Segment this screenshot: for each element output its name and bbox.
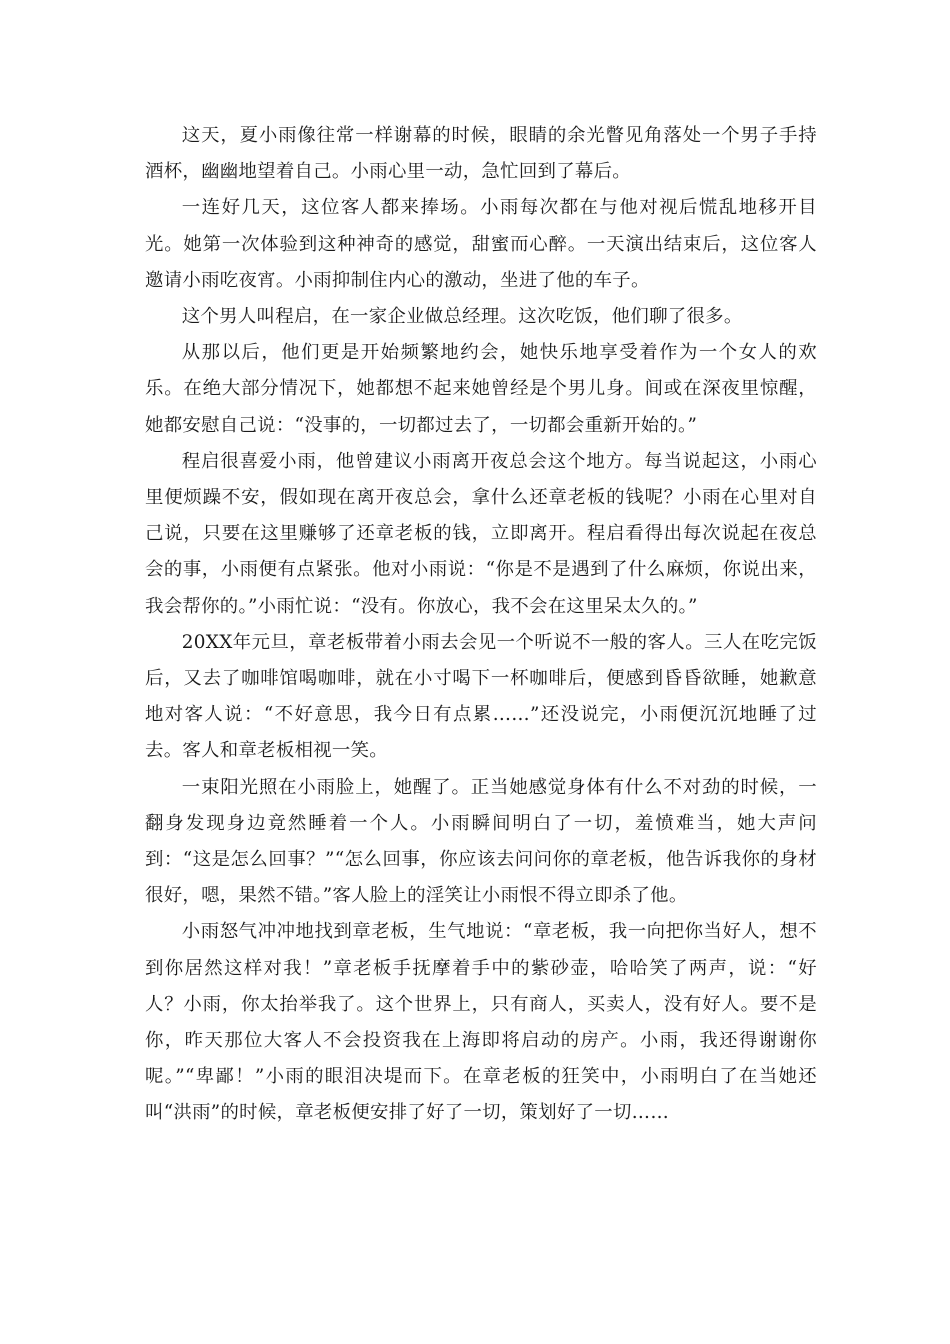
paragraph: 一束阳光照在小雨脸上，她醒了。正当她感觉身体有什么不对劲的时候，一翻身发现身边竟然睡着一个人。小雨瞬间明白了一切，羞愤难当，她大声问到：“这是怎么回事？”“怎么回事，你应该去问问你的章老板，他告诉我你的身材很好，嗯，果然不错。”客人脸上的淫笑让小雨恨不得立即杀了他。 (145, 776, 817, 907)
paragraph: 20XX年元旦，章老板带着小雨去会见一个听说不一般的客人。三人在吃完饭后，又去了咖啡馆喝咖啡，就在小寸喝下一杯咖啡后，便感到昏昏欲睡，她歉意地对客人说：“不好意思，我今日有点累……”还没说完，小雨便沉沉地睡了过去。客人和章老板相视一笑。 (145, 631, 817, 762)
paragraph: 程启很喜爱小雨，他曾建议小雨离开夜总会这个地方。每当说起这，小雨心里便烦躁不安，假如现在离开夜总会，拿什么还章老板的钱呢？小雨在心里对自己说，只要在这里赚够了还章老板的钱，立即离开。程启看得出每次说起在夜总会的事，小雨便有点紧张。他对小雨说：“你是不是遇到了什么麻烦，你说出来，我会帮你的。”小雨忙说：“没有。你放心，我不会在这里呆太久的。” (145, 450, 817, 617)
paragraph: 一连好几天，这位客人都来捧场。小雨每次都在与他对视后慌乱地移开目光。她第一次体验到这种神奇的感觉，甜蜜而心醉。一天演出结束后，这位客人邀请小雨吃夜宵。小雨抑制住内心的激动，坐进了他的车子。 (145, 197, 817, 291)
paragraph: 这天，夏小雨像往常一样谢幕的时候，眼睛的余光瞥见角落处一个男子手持酒杯，幽幽地望着自己。小雨心里一动，急忙回到了幕后。 (145, 125, 817, 183)
paragraph: 从那以后，他们更是开始频繁地约会，她快乐地享受着作为一个女人的欢乐。在绝大部分情况下，她都想不起来她曾经是个男儿身。间或在深夜里惊醒，她都安慰自己说：“没事的，一切都过去了，一切都会重新开始的。” (145, 342, 817, 436)
document-body (145, 118, 817, 1132)
paragraph: 这个男人叫程启，在一家企业做总经理。这次吃饭，他们聊了很多。 (181, 306, 743, 328)
paragraph: 小雨怒气冲冲地找到章老板，生气地说：“章老板，我一向把你当好人，想不到你居然这样对我！”章老板手抚摩着手中的紫砂壶，哈哈笑了两声，说：“好人？小雨，你太抬举我了。这个世界上，只有商人，买卖人，没有好人。要不是你，昨天那位大客人不会投资我在上海即将启动的房产。小雨，我还得谢谢你呢。”“卑鄙！”小雨的眼泪决堤而下。在章老板的狂笑中，小雨明白了在当她还叫“洪雨”的时候，章老板便安排了好了一切，策划好了一切…… (145, 921, 817, 1124)
